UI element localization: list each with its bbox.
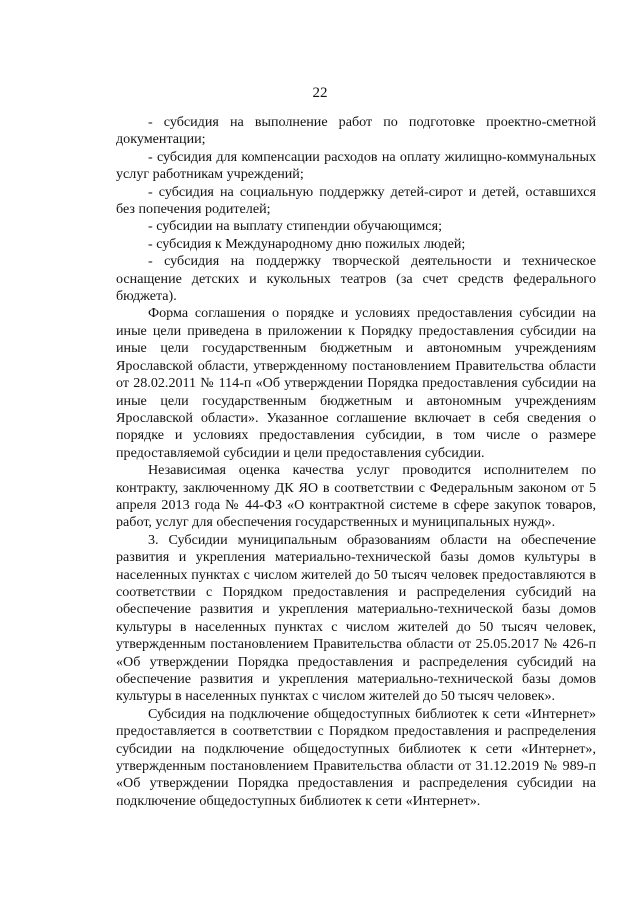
document-body [116, 114, 596, 810]
bullet-stipend: - субсидии на выплату стипендии обучающимся; [148, 218, 442, 235]
bullet-housing-compensation: - субсидия для компенсации расходов на оплату жилищно-коммунальных услуг работникам учреждений; [116, 148, 596, 183]
paragraph-quality-assessment: Независимая оценка качества услуг проводится исполнителем по контракту, заключенному ДК ЯО в соответствии с Федеральным законом от 5 апреля 2013 года № 44-ФЗ «О контрактной системе в сфере закупок товаров, работ, услуг для обеспечения государственных и муниципальных нужд». [116, 462, 596, 531]
bullet-orphan-support: - субсидия на социальную поддержку детей-сирот и детей, оставшихся без попечения родителей; [116, 183, 596, 218]
bullet-project-documentation: - субсидия на выполнение работ по подготовке проектно-сметной документации; [116, 114, 596, 148]
paragraph-library-internet: Субсидия на подключение общедоступных библиотек к сети «Интернет» предоставляется в соответствии с Порядком предоставления и распределения субсидии на подключение общедоступных библиотек к сети «Интернет», утвержденным постановлением Правительства области от 31.12.2019 № 989-п «Об утверждении Порядка предоставления и распределения субсидии на подключение общедоступных библиотек к сети «Интернет». [116, 705, 596, 809]
paragraph-agreement-form: Форма соглашения о порядке и условиях предоставления субсидии на иные цели приведена в приложении к Порядку предоставления субсидии на иные цели государственным бюджетным и автономным учреждениям Ярославской области, утвержденному постановлением Правительства области от 28.02.2011 № 114-п «Об утверждении Порядка предоставления субсидии на иные цели государственным бюджетным и автономным учреждениям Ярославской области». Указанное соглашение включает в себя сведения о порядке и условиях предоставления субсидии, в том числе о размере предоставляемой субсидии и цели предоставления субсидии. [116, 305, 596, 461]
bullet-elderly-day: - субсидия к Международному дню пожилых людей; [148, 235, 466, 252]
page-number: 22 [312, 85, 328, 101]
paragraph-culture-houses: 3. Субсидии муниципальным образованиям области на обеспечение развития и укрепления материально-технической базы домов культуры в населенных пунктах с числом жителей до 50 тысяч человек предоставляются в соответствии с Порядком предоставления и распределения субсидий на обеспечение развития и укрепления материально-технической базы домов культуры в населенных пунктах с числом жителей до 50 тысяч человек, утвержденным постановлением Правительства области от 25.05.2017 № 426-п «Об утверждении Порядка предоставления и распределения субсидий на обеспечение развития и укрепления материально-технической базы домов культуры в населенных пунктах с числом жителей до 50 тысяч человек». [116, 531, 596, 705]
bullet-theatres: - субсидия на поддержку творческой деятельности и техническое оснащение детских и кукольных театров (за счет средств федерального бюджета). [116, 253, 596, 305]
